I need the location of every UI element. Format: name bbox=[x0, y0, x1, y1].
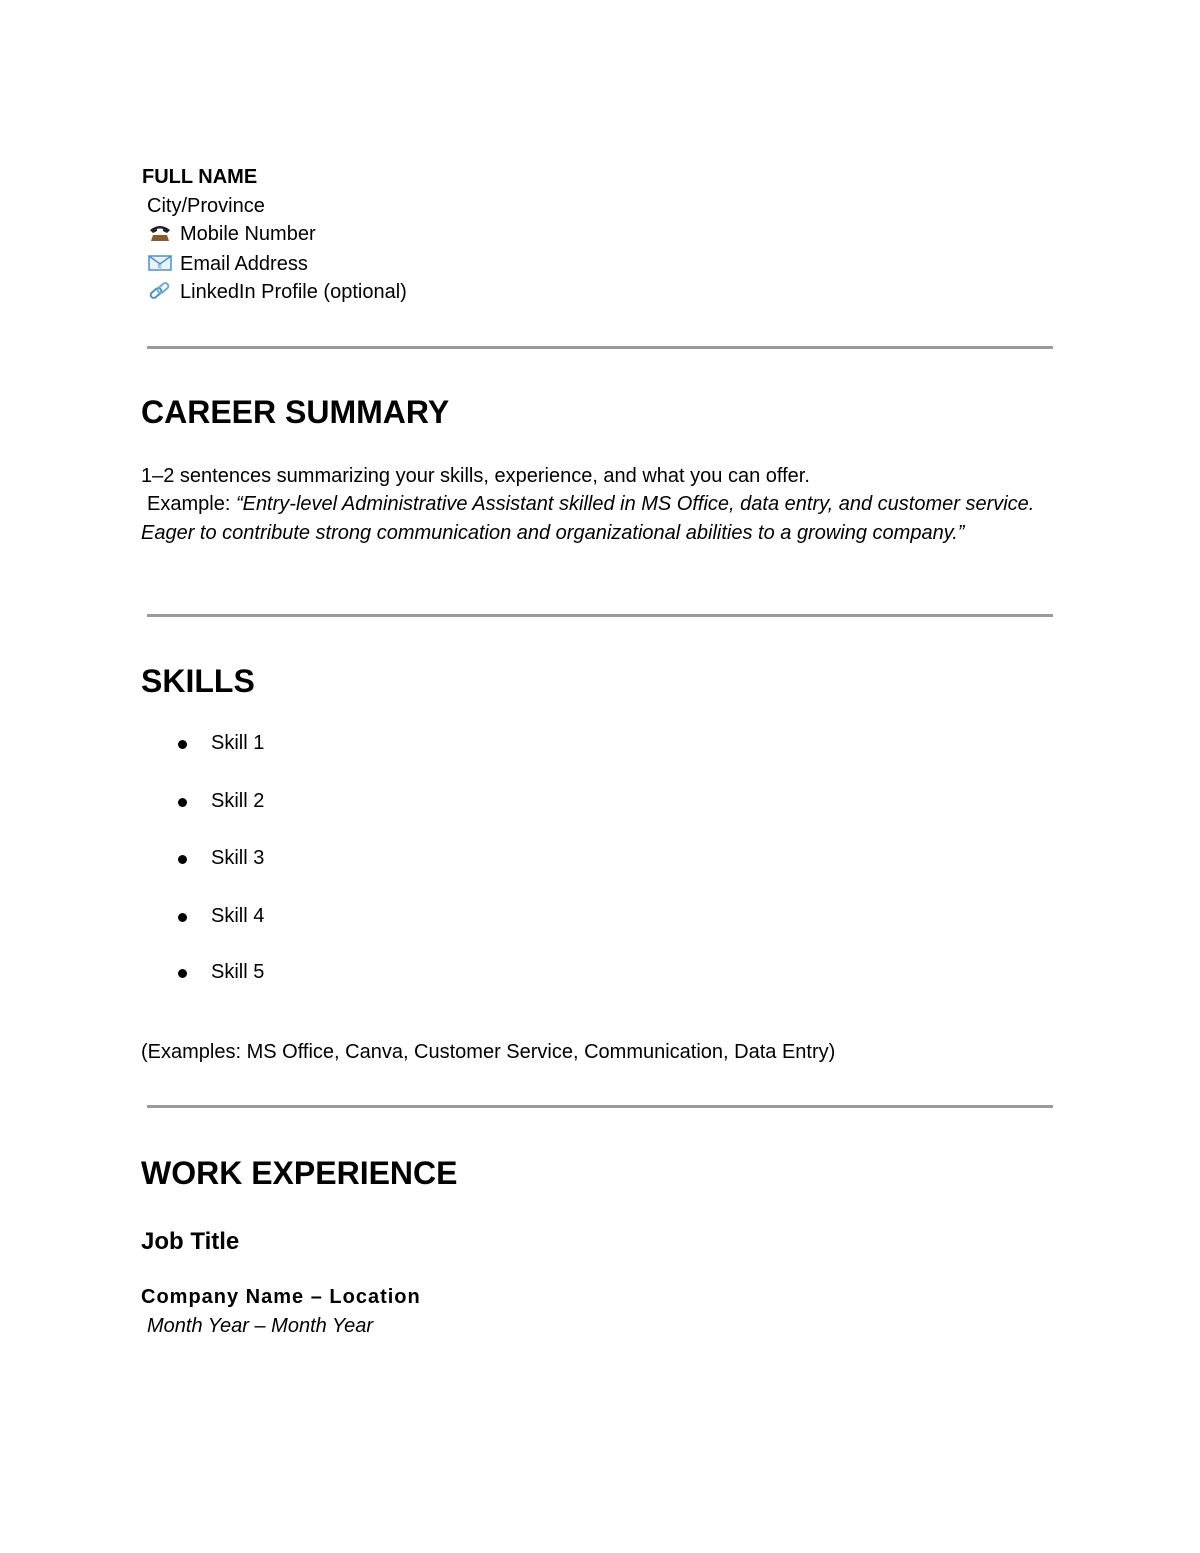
job-title: Job Title bbox=[141, 1228, 240, 1255]
divider bbox=[147, 346, 1053, 349]
divider bbox=[147, 1105, 1053, 1108]
summary-intro: 1–2 sentences summarizing your skills, experience, and what you can offer. bbox=[141, 465, 810, 487]
career-summary-heading: CAREER SUMMARY bbox=[141, 394, 450, 430]
company-location: Company Name – Location bbox=[141, 1286, 421, 1308]
divider bbox=[147, 614, 1053, 617]
skill-item: Skill 5 bbox=[211, 961, 265, 983]
email-icon bbox=[147, 253, 173, 273]
skill-item: Skill 3 bbox=[211, 847, 265, 869]
full-name: FULL NAME bbox=[142, 166, 258, 188]
bullet-icon bbox=[178, 969, 187, 978]
summary-example bbox=[141, 490, 1041, 547]
svg-text:E: E bbox=[157, 262, 163, 270]
example-quote: “Entry-level Administrative Assistant skilled in MS Office, data entry, and customer service. Eager to contribute strong communication and organizational abilities to a growing company.” bbox=[141, 493, 1035, 544]
skill-item: Skill 1 bbox=[211, 732, 265, 754]
link-icon bbox=[147, 281, 173, 301]
city-text: City/Province bbox=[147, 195, 265, 217]
bullet-icon bbox=[178, 913, 187, 922]
bullet-icon bbox=[178, 855, 187, 864]
linkedin-text: LinkedIn Profile (optional) bbox=[180, 281, 407, 303]
bullet-icon bbox=[178, 798, 187, 807]
example-label: Example: bbox=[147, 493, 231, 515]
contact-email bbox=[147, 252, 308, 276]
mobile-text: Mobile Number bbox=[180, 223, 316, 245]
employment-dates: Month Year – Month Year bbox=[147, 1315, 374, 1337]
email-text: Email Address bbox=[180, 253, 308, 275]
contact-city bbox=[147, 194, 265, 218]
contact-mobile bbox=[147, 222, 316, 246]
skills-examples-note: (Examples: MS Office, Canva, Customer Service, Communication, Data Entry) bbox=[141, 1041, 836, 1063]
bullet-icon bbox=[178, 740, 187, 749]
phone-icon bbox=[147, 223, 173, 243]
skill-item: Skill 4 bbox=[211, 905, 265, 927]
contact-linkedin bbox=[147, 280, 407, 304]
skills-heading: SKILLS bbox=[141, 663, 255, 699]
work-experience-heading: WORK EXPERIENCE bbox=[141, 1155, 458, 1191]
skill-item: Skill 2 bbox=[211, 790, 265, 812]
